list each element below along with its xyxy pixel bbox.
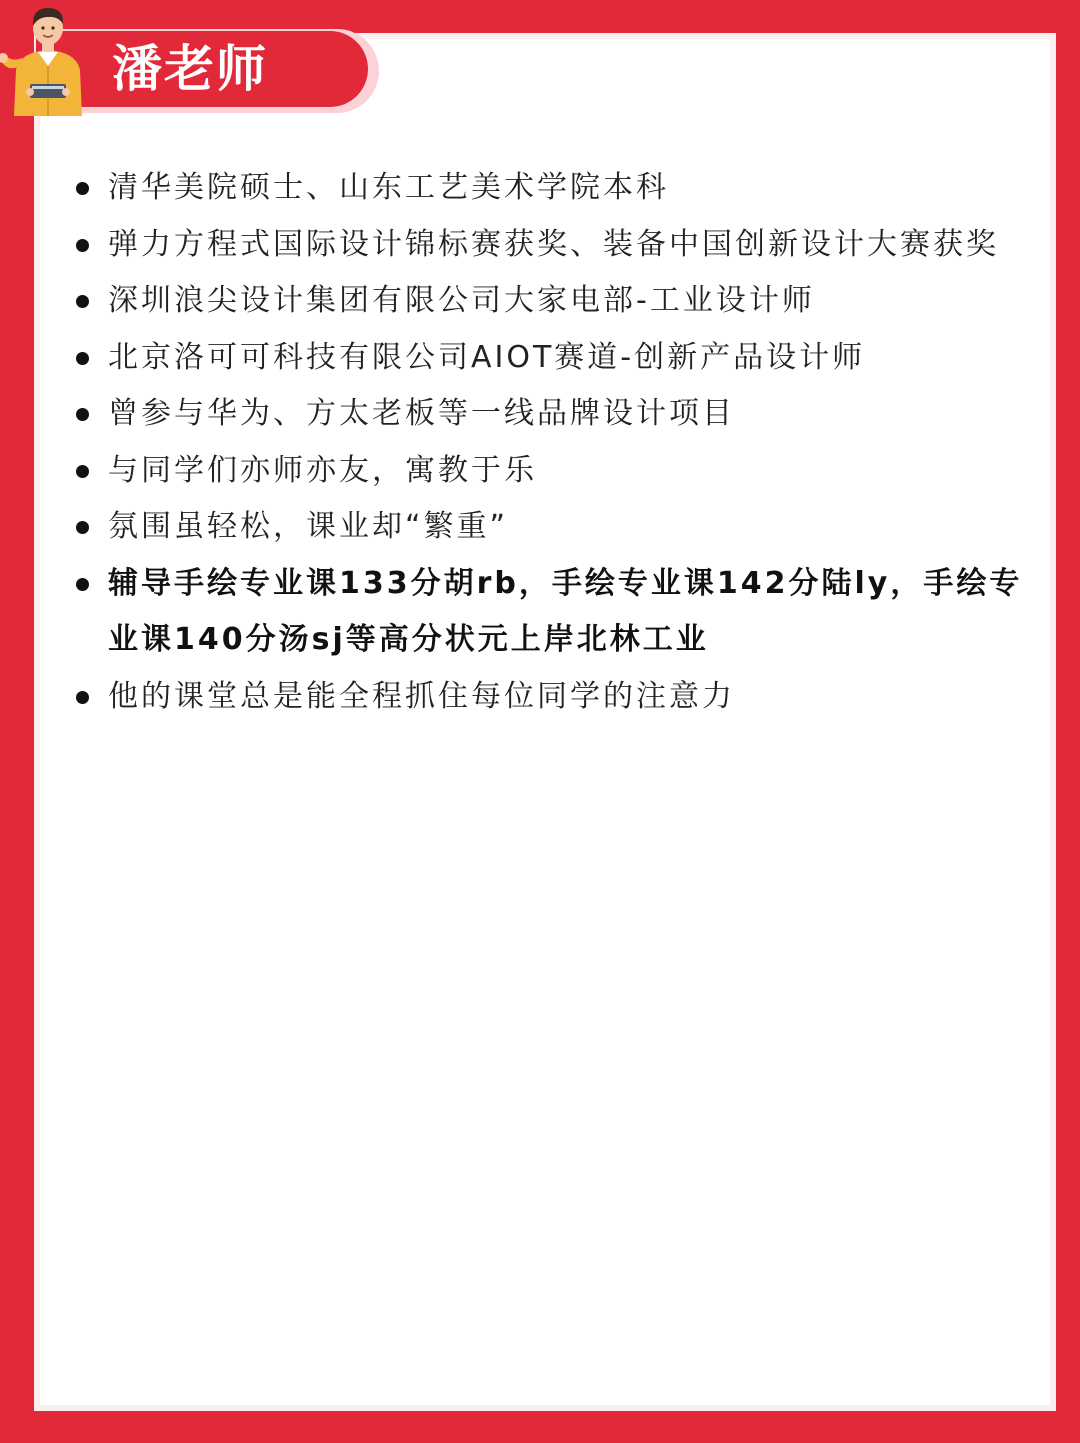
- bullet-icon: [76, 691, 89, 704]
- bio-item: [70, 386, 1030, 443]
- bullet-icon: [76, 352, 89, 365]
- bio-item-text: 弹力方程式国际设计锦标赛获奖、装备中国创新设计大赛获奖: [108, 226, 999, 262]
- bio-item-text: 深圳浪尖设计集团有限公司大家电部-工业设计师: [108, 283, 815, 318]
- bullet-icon: [76, 578, 89, 591]
- bio-item: [70, 160, 1030, 217]
- bullet-icon: [76, 465, 89, 478]
- bio-item-text: 北京洛可可科技有限公司AIOT赛道-创新产品设计师: [108, 339, 866, 375]
- bio-list: [70, 160, 1030, 725]
- bio-item-text: 与同学们亦师亦友，寓教于乐: [108, 452, 537, 488]
- bio-item: [70, 443, 1030, 500]
- bio-item-highlight: [70, 556, 1030, 669]
- bullet-icon: [76, 295, 89, 308]
- bio-item-text: 氛围虽轻松，课业却“繁重”: [108, 509, 509, 544]
- bio-item-text: 他的课堂总是能全程抓住每位同学的注意力: [108, 678, 735, 714]
- teacher-avatar-icon: [0, 0, 96, 116]
- bio-item: [70, 669, 1030, 726]
- bio-item: [70, 330, 1030, 387]
- bullet-icon: [76, 408, 89, 421]
- bio-item: [70, 217, 1030, 274]
- teacher-name: 潘老师: [112, 40, 268, 98]
- bullet-icon: [76, 239, 89, 252]
- bullet-icon: [76, 521, 89, 534]
- bio-item-text: 辅导手绘专业课133分胡rb，手绘专业课142分陆ly，手绘专业课140分汤sj等高分状元上岸北林工业: [108, 565, 1023, 657]
- bio-item: [70, 273, 1030, 330]
- bullet-icon: [76, 182, 89, 195]
- bio-item: [70, 499, 1030, 556]
- bio-item-text: 曾参与华为、方太老板等一线品牌设计项目: [108, 396, 735, 431]
- bio-item-text: 清华美院硕士、山东工艺美术学院本科: [108, 170, 669, 205]
